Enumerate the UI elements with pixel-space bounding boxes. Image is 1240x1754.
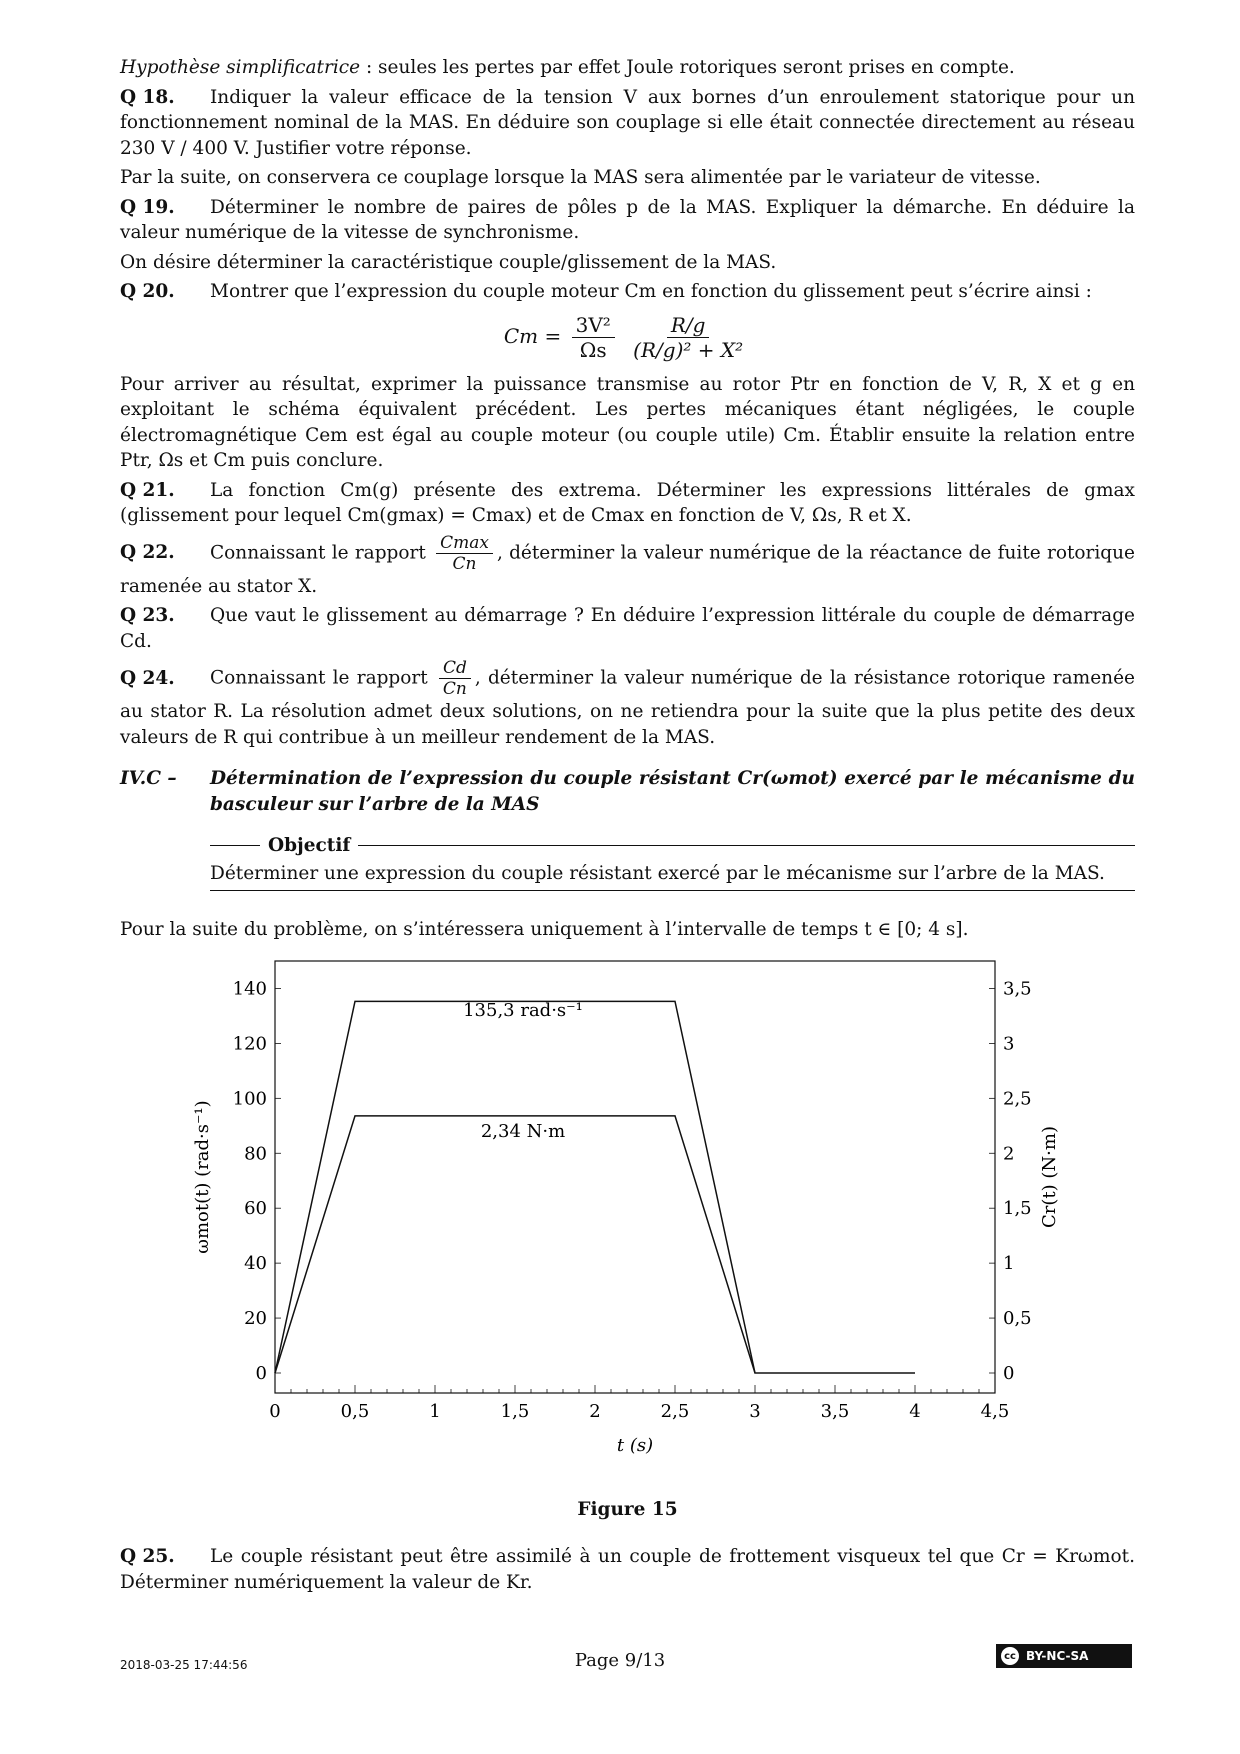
objective-text: Déterminer une expression du couple résistant exercé par le mécanisme sur l’arbre de la MAS. bbox=[210, 859, 1135, 892]
x-tick-label: 0 bbox=[269, 1400, 281, 1422]
equation-lhs: Cm = bbox=[503, 323, 562, 348]
divider bbox=[358, 845, 1135, 846]
x-tick-label: 2 bbox=[589, 1400, 601, 1422]
data-label: 135,3 rad·s⁻¹ bbox=[463, 999, 583, 1021]
section-number: IV.C – bbox=[120, 768, 177, 789]
question-text: Indiquer la valeur efficace de la tension V aux bornes d’un enroulement statorique pour un fonctionnement nominal de la MAS. En déduire son couplage si elle était connectée directement au réseau 230 V / 400 V. Justifier votre réponse. bbox=[120, 86, 1135, 159]
chart-svg bbox=[120, 951, 1135, 1491]
question-number: Q 24. bbox=[120, 667, 175, 689]
y-right-tick-label: 1 bbox=[1003, 1252, 1015, 1274]
question-number: Q 21. bbox=[120, 479, 175, 501]
question-number: Q 25. bbox=[120, 1546, 175, 1567]
paragraph: Pour arriver au résultat, exprimer la puissance transmise au rotor Ptr en fonction de V, R, X et g en exploitant le schéma équivalent précédent. Les pertes mécaniques étant négligées, le couple électromagnétique Cem est égal au couple moteur (ou couple utile) Cm. Établir ensuite la relation entre Ptr, Ωs et Cm puis conclure. bbox=[120, 373, 1135, 471]
figure-15-chart bbox=[120, 951, 1135, 1491]
equation-fraction-1: $\frac{\text{3V²}}{\Omega s}$ bbox=[572, 313, 615, 362]
question-21 bbox=[120, 478, 1135, 529]
y-left-tick-label: 100 bbox=[232, 1087, 267, 1109]
section-title: Détermination de l’expression du couple résistant Cr(ωmot) exercé par le mécanisme du basculeur sur l’arbre de la MAS bbox=[210, 768, 1135, 815]
page-number: Page 9/13 bbox=[574, 1650, 666, 1671]
section-heading bbox=[120, 766, 1135, 817]
y-left-tick-label: 20 bbox=[244, 1307, 267, 1329]
y-right-tick-label: 2 bbox=[1003, 1142, 1015, 1164]
objective-box bbox=[210, 833, 1135, 891]
x-tick-label: 1,5 bbox=[500, 1400, 530, 1422]
y-right-tick-label: 3,5 bbox=[1003, 977, 1032, 999]
question-number: Q 19. bbox=[120, 196, 175, 218]
question-number: Q 20. bbox=[120, 281, 175, 302]
question-20 bbox=[120, 279, 1135, 305]
x-tick-label: 4,5 bbox=[980, 1400, 1010, 1422]
question-text: Que vaut le glissement au démarrage ? En déduire l’expression littérale du couple de démarrage Cd. bbox=[120, 605, 1135, 652]
x-axis-label: t (s) bbox=[616, 1434, 654, 1456]
page-content bbox=[120, 55, 1135, 1599]
question-text: La fonction Cm(g) présente des extrema. Déterminer les expressions littérales de gmax (glissement pour lequel Cm(gmax) = Cmax) et de Cmax en fonction de V, Ωs, R et X. bbox=[120, 479, 1135, 526]
question-number: Q 18. bbox=[120, 86, 175, 108]
question-24: Q 24. Connaissant le rapport $\frac{Cd}{Cn}$ , déterminer la valeur numérique de la résistance rotorique ramenée au stator R. La résolution admet deux solutions, on ne retiendra pour la suite que la plus petite des deux valeurs de R qui contribue à un meilleur rendement de la MAS. bbox=[120, 658, 1135, 748]
series-line-omega bbox=[275, 1001, 915, 1373]
cc-icon: cc bbox=[1000, 1646, 1020, 1666]
paragraph: Par la suite, on conservera ce couplage lorsque la MAS sera alimentée par le variateur de vitesse. bbox=[120, 167, 1041, 188]
y-left-axis-label: ωmot(t) (rad·s⁻¹) bbox=[192, 1099, 213, 1254]
plot-frame bbox=[275, 961, 995, 1393]
x-tick-label: 0,5 bbox=[340, 1400, 370, 1422]
y-left-tick-label: 80 bbox=[244, 1142, 267, 1164]
y-left-tick-label: 140 bbox=[232, 977, 267, 999]
question-25 bbox=[120, 1544, 1135, 1595]
ratio-fraction: $\frac{Cd}{Cn}$ bbox=[439, 658, 471, 699]
paragraph: On désire déterminer la caractéristique couple/glissement de la MAS. bbox=[120, 251, 777, 273]
ratio-fraction: $\frac{Cmax}{Cn}$ bbox=[436, 533, 493, 574]
question-text: Déterminer le nombre de paires de pôles p de la MAS. Expliquer la démarche. En déduire la valeur numérique de la vitesse de synchronisme. bbox=[120, 196, 1135, 243]
x-tick-label: 3 bbox=[749, 1400, 761, 1422]
question-number: Q 23. bbox=[120, 605, 175, 626]
x-tick-label: 4 bbox=[909, 1400, 921, 1422]
y-left-tick-label: 120 bbox=[232, 1032, 267, 1054]
paragraph: Pour la suite du problème, on s’intéressera uniquement à l’intervalle de temps t ∈ [0; 4 s]. bbox=[120, 919, 969, 940]
question-text: Le couple résistant peut être assimilé à un couple de frottement visqueux tel que Cr = Krωmot. Déterminer numériquement la valeur de Kr. bbox=[120, 1546, 1135, 1593]
y-right-tick-label: 0,5 bbox=[1003, 1307, 1032, 1329]
question-18 bbox=[120, 85, 1135, 162]
equation-fraction-2: $\frac{R/g}{\text{(R/g)² + X²}}$ bbox=[633, 312, 744, 362]
x-tick-label: 2,5 bbox=[660, 1400, 690, 1422]
y-right-axis-label: Cr(t) (N·m) bbox=[1039, 1125, 1060, 1228]
y-left-tick-label: 0 bbox=[255, 1362, 267, 1384]
question-number: Q 22. bbox=[120, 542, 175, 563]
question-22: Q 22. Connaissant le rapport $\frac{Cmax}{Cn}$ , déterminer la valeur numérique de la réactance de fuite rotorique ramenée au stator X. bbox=[120, 532, 1135, 597]
series-line-torque bbox=[275, 1115, 755, 1372]
intro-hypothesis: Hypothèse simplificatrice : seules les pertes par effet Joule rotoriques seront prises en compte. bbox=[120, 57, 1015, 78]
objective-label: Objectif bbox=[268, 835, 351, 856]
y-left-tick-label: 60 bbox=[244, 1197, 267, 1219]
question-19 bbox=[120, 195, 1135, 246]
footer-timestamp: 2018-03-25 17:44:56 bbox=[120, 1658, 248, 1672]
x-tick-label: 1 bbox=[429, 1400, 441, 1422]
question-text: Montrer que l’expression du couple moteur Cm en fonction du glissement peut s’écrire ainsi : bbox=[210, 281, 1092, 302]
y-right-tick-label: 0 bbox=[1003, 1362, 1015, 1384]
data-label: 2,34 N·m bbox=[480, 1120, 566, 1142]
y-right-tick-label: 2,5 bbox=[1003, 1087, 1032, 1109]
question-23 bbox=[120, 603, 1135, 654]
y-right-tick-label: 1,5 bbox=[1003, 1197, 1032, 1219]
y-left-tick-label: 40 bbox=[244, 1252, 267, 1274]
x-tick-label: 3,5 bbox=[820, 1400, 850, 1422]
torque-equation bbox=[120, 313, 1135, 362]
license-text: BY-NC-SA bbox=[1026, 1649, 1089, 1663]
y-right-tick-label: 3 bbox=[1003, 1032, 1015, 1054]
divider bbox=[210, 845, 260, 846]
figure-caption: Figure 15 bbox=[577, 1498, 678, 1520]
license-badge bbox=[996, 1644, 1132, 1668]
